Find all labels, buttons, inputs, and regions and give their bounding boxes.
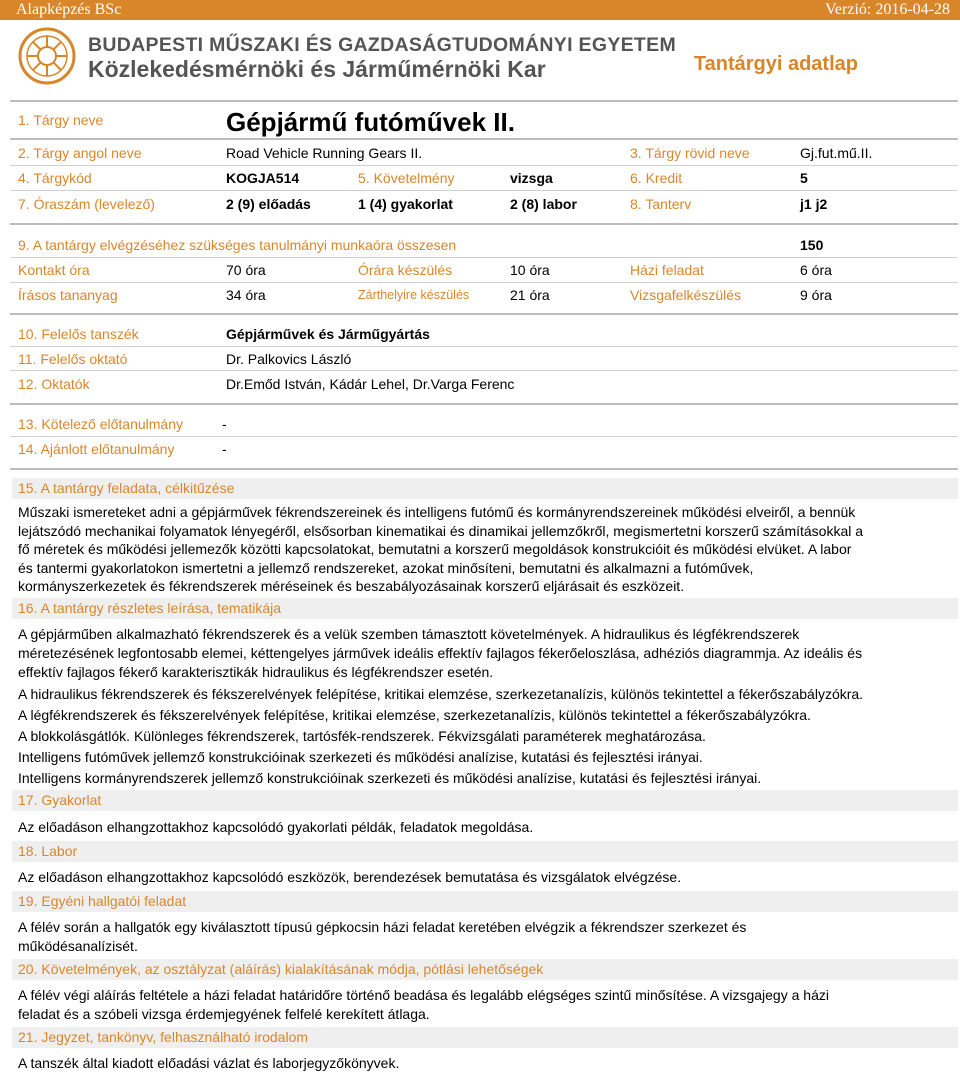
credit-label: 6. Kredit	[630, 170, 683, 186]
subject-name: Gépjármű futóművek II.	[226, 107, 515, 137]
section-title: 17. Gyakorlat	[18, 792, 102, 808]
department-label: 10. Felelős tanszék	[18, 326, 139, 342]
divider	[10, 223, 958, 225]
university-name: BUDAPESTI MŰSZAKI ÉS GAZDASÁGTUDOMÁNYI EGYETEM	[88, 34, 676, 56]
contact-hours: 70 óra	[226, 262, 266, 278]
divider	[10, 346, 958, 347]
section-title: 21. Jegyzet, tankönyv, felhasználható irodalom	[18, 1029, 309, 1045]
subject-code-label: 4. Tárgykód	[18, 170, 92, 186]
divider	[10, 468, 958, 470]
section-17-text: Az előadáson elhangzottakhoz kapcsolódó gyakorlati példák, feladatok megoldása.	[18, 819, 534, 835]
lecturers: Dr.Emőd István, Kádár Lehel, Dr.Varga Ferenc	[226, 376, 515, 392]
section-16-header	[12, 598, 958, 619]
university-seal-icon	[18, 27, 76, 85]
workload-total-label: 9. A tantárgy elvégzéséhez szükséges tanulmányi munkaóra összesen	[18, 237, 457, 253]
lab-hours: 2 (8) labor	[510, 196, 577, 212]
section-21-header	[12, 1027, 958, 1048]
required-prereq: -	[222, 416, 227, 432]
section-16-text: A gépjárműben alkalmazható fékrendszerek és a velük szemben támasztott követelmények. A hidraulikus és légfékrendszerek méretezésének legfontosabb elemei, kéttengelyes járművek ideális effektív fajlagos fékerőeloszlása, adhéziós diagrammja. Az ideális és effektív fajlagos fékerő karakterisztikák hidraulikus és légfékrendszer esetén. A hidraulikus fékrendszerek és fékszerelvények felépítése, kritikai elemzése, szerkezetanalízis, különös tekintettel a fékerőszabályzókra. A légfékrendszerek és fékszerelvények felépítése, kritikai elemzése, szerkezetanalízis, különös tekintettel a fékerőszabályzókra. A blokkolásgátlók. Különleges fékrendszerek, tartósfék-rendszerek. Fékvizsgálati paraméterek meghatározása. Intelligens futóművek jellemző konstrukcióinak szerkezeti és működési analízise, kutatási és fejlesztési irányai. Intelligens kormányrendszerek jellemző konstrukcióinak szerkezeti és működési analízise, kutatási és fejlesztési irányai.	[18, 626, 864, 786]
exam-prep: 9 óra	[800, 287, 832, 303]
section-19-header	[12, 891, 958, 912]
curriculum: j1 j2	[800, 196, 828, 212]
contact-hours-label: Kontakt óra	[18, 262, 90, 278]
written-material: 34 óra	[226, 287, 266, 303]
class-prep-label: Órára készülés	[358, 262, 453, 278]
document-title: Tantárgyi adatlap	[693, 53, 858, 75]
responsible-label: 11. Felelős oktató	[18, 351, 128, 367]
lecturers-label: 12. Oktatók	[18, 376, 90, 392]
divider	[10, 436, 958, 437]
section-19-text: A félév során a hallgatók egy kiválasztott típusú gépkocsin házi feladat keretében elvégzik a fékrendszer szerkezet és működésanalízisét.	[18, 919, 747, 954]
divider	[10, 165, 958, 166]
practice-hours: 1 (4) gyakorlat	[358, 196, 453, 212]
homework: 6 óra	[800, 262, 832, 278]
section-17-header	[12, 790, 958, 811]
section-title: 15. A tantárgy feladata, célkitűzése	[18, 480, 235, 496]
workload-total: 150	[800, 237, 824, 253]
section-title: 20. Követelmények, az osztályzat (aláírás) kialakításának módja, pótlási lehetőségek	[18, 961, 544, 977]
subject-code: KOGJA514	[226, 170, 300, 186]
english-name: Road Vehicle Running Gears II.	[226, 145, 423, 161]
written-material-label: Írásos tananyag	[18, 287, 118, 303]
department: Gépjárművek és Járműgyártás	[226, 326, 430, 342]
short-name: Gj.fut.mű.II.	[800, 145, 873, 161]
section-title: 19. Egyéni hallgatói feladat	[18, 893, 187, 909]
version-label: Verzió: 2016-04-28	[825, 1, 950, 18]
requirement: vizsga	[510, 170, 553, 186]
english-name-label: 2. Tárgy angol neve	[18, 145, 142, 161]
section-title: 16. A tantárgy részletes leírása, tematikája	[18, 600, 282, 616]
midterm-prep: 21 óra	[510, 287, 550, 303]
divider	[10, 138, 958, 140]
section-title: 18. Labor	[18, 843, 78, 859]
requirement-label: 5. Követelmény	[358, 170, 455, 186]
section-20-text: A félév végi aláírás feltétele a házi feladat határidőre történő beadása és legalább elégséges szintű minősítése. A vizsgajegy a házi feladat és a szóbeli vizsga érdemjegyének felfelé kerekített átlaga.	[18, 987, 829, 1022]
recommended-prereq-label: 14. Ajánlott előtanulmány	[18, 441, 175, 457]
divider	[10, 100, 958, 102]
curriculum-label: 8. Tanterv	[630, 196, 692, 212]
recommended-prereq: -	[222, 441, 227, 457]
divider	[10, 403, 958, 405]
hours-label: 7. Óraszám (levelező)	[18, 196, 155, 212]
exam-prep-label: Vizsgafelkészülés	[630, 287, 742, 303]
section-18-header	[12, 841, 958, 862]
divider	[10, 370, 958, 371]
class-prep: 10 óra	[510, 262, 550, 278]
section-21-text: A tanszék által kiadott előadási vázlat és laborjegyzőkönyvek.	[18, 1055, 400, 1071]
section-18-text: Az előadáson elhangzottakhoz kapcsolódó eszközök, berendezések bemutatása és vizsgálatok elvégzése.	[18, 869, 682, 885]
required-prereq-label: 13. Kötelező előtanulmány	[18, 416, 183, 432]
homework-label: Házi feladat	[630, 262, 704, 278]
midterm-prep-label: Zárthelyire készülés	[358, 288, 470, 302]
subject-name-label: 1. Tárgy neve	[18, 112, 104, 128]
divider	[10, 282, 958, 283]
section-15-text: Műszaki ismereteket adni a gépjárművek fékrendszereinek és intelligens futómű és kormányrendszereinek működési elveiről, a bennük lejátszódó mechanikai folyamatok lényegéről, elsősorban kinematikai és dinamikai jellemzőkről, megismertetni korszerű számításokkal a fő méretek és működési jellemezők közötti kapcsolatokat, bemutatni a korszerű megoldások konstrukcióit és működési elvüket. A labor és tantermi gyakorlatokon ismertetni a jellemző rendszereket, azokat minősíteni, bemutatni és alkalmazni a futóművek, kormányszerkezetek és fékrendszerek méréseinek és beszabályozásainak korszerű eljárásait és eszközeit.	[18, 504, 864, 594]
divider	[10, 313, 958, 315]
top-bar	[0, 0, 960, 20]
short-name-label: 3. Tárgy rövid neve	[630, 145, 750, 161]
responsible-lecturer: Dr. Palkovics László	[226, 351, 352, 367]
divider	[10, 257, 958, 258]
section-15-header	[12, 478, 958, 499]
level-label: Alapképzés BSc	[16, 1, 122, 18]
section-20-header	[12, 959, 958, 980]
lecture-hours: 2 (9) előadás	[226, 196, 311, 212]
divider	[10, 190, 958, 191]
credit: 5	[800, 170, 808, 186]
faculty-name: Közlekedésmérnöki és Járműmérnöki Kar	[88, 56, 546, 82]
